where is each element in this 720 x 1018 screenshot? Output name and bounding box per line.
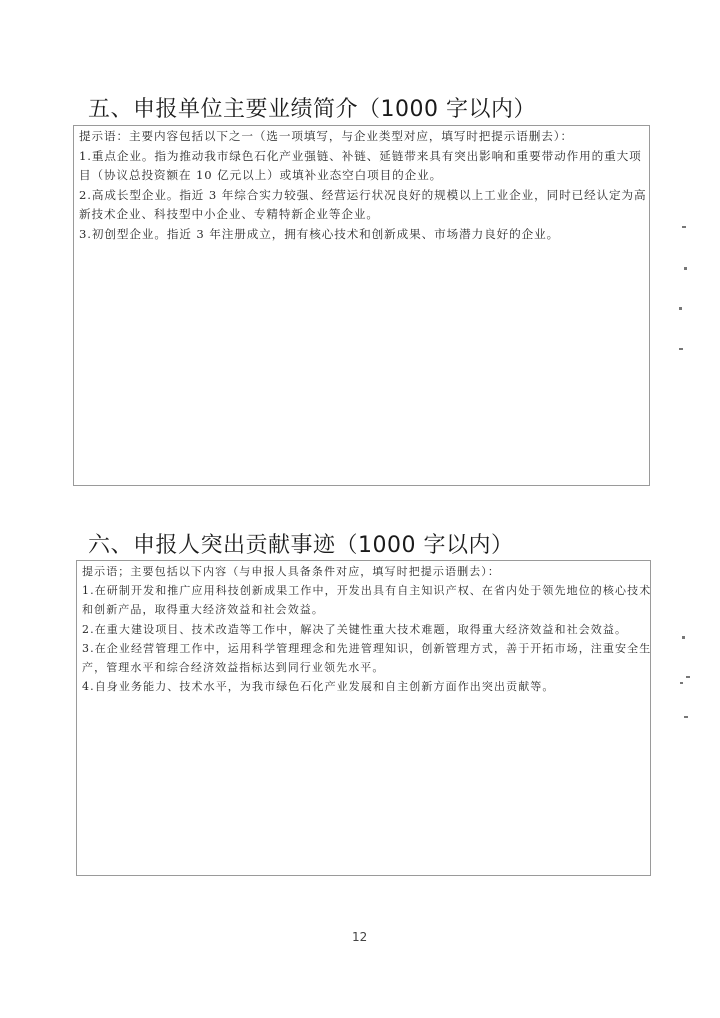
hint-line: 提示语；主要包括以下内容（与申报人具备条件对应，填写时把提示语删去）：: [82, 565, 500, 578]
scan-mark: [679, 307, 682, 310]
scan-mark: [680, 682, 683, 684]
scan-mark: [684, 716, 688, 718]
hint-line: 3.在企业经营管理工作中，运用科学管理理念和先进管理知识，创新管理方式，善于开拓市场，注重安全生: [82, 641, 652, 655]
performance-text-box[interactable]: [73, 125, 650, 486]
section-title-contributions: 六、申报人突出贡献事迹（1000 字以内）: [88, 533, 514, 558]
hint-line: 产，管理水平和综合经济效益指标达到同行业领先水平。: [82, 661, 385, 675]
hint-line: 新技术企业、科技型中小企业、专精特新企业等企业。: [79, 207, 379, 221]
page-number: 12: [352, 930, 368, 944]
contributions-text-box[interactable]: [76, 560, 651, 876]
scan-mark: [679, 348, 683, 350]
hint-line: 3.初创型企业。指近 3 年注册成立，拥有核心技术和创新成果、市场潜力良好的企业。: [79, 226, 560, 241]
section-title-performance: 五、申报单位主要业绩简介（1000 字以内）: [88, 97, 536, 122]
scan-mark: [682, 226, 686, 228]
scan-mark: [686, 676, 690, 678]
hint-line: 目（协议总投资额在 10 亿元以上）或填补业态空白项目的企业。: [79, 168, 443, 182]
hint-line: 提示语：主要内容包括以下之一（选一项填写，与企业类型对应，填写时把提示语删去）：: [79, 129, 573, 143]
hint-line: 2.高成长型企业。指近 3 年综合实力较强、经营运行状况良好的规模以上工业企业，同时已经认定为高: [79, 187, 647, 202]
scan-mark: [684, 267, 687, 270]
hint-line: 1.在研制开发和推广应用科技创新成果工作中，开发出具有自主知识产权、在省内处于领先地位的核心技术: [82, 584, 652, 598]
hint-line: 和创新产品，取得重大经济效益和社会效益。: [82, 603, 324, 617]
hint-line: 4.自身业务能力、技术水平，为我市绿色石化产业发展和自主创新方面作出突出贡献等。: [82, 680, 555, 694]
hint-line: 2.在重大建设项目、技术改造等工作中，解决了关键性重大技术难题，取得重大经济效益和社会效益。: [82, 622, 628, 636]
hint-line: 1.重点企业。指为推动我市绿色石化产业强链、补链、延链带来具有突出影响和重要带动作用的重大项: [79, 148, 642, 163]
scan-mark: [682, 636, 685, 639]
